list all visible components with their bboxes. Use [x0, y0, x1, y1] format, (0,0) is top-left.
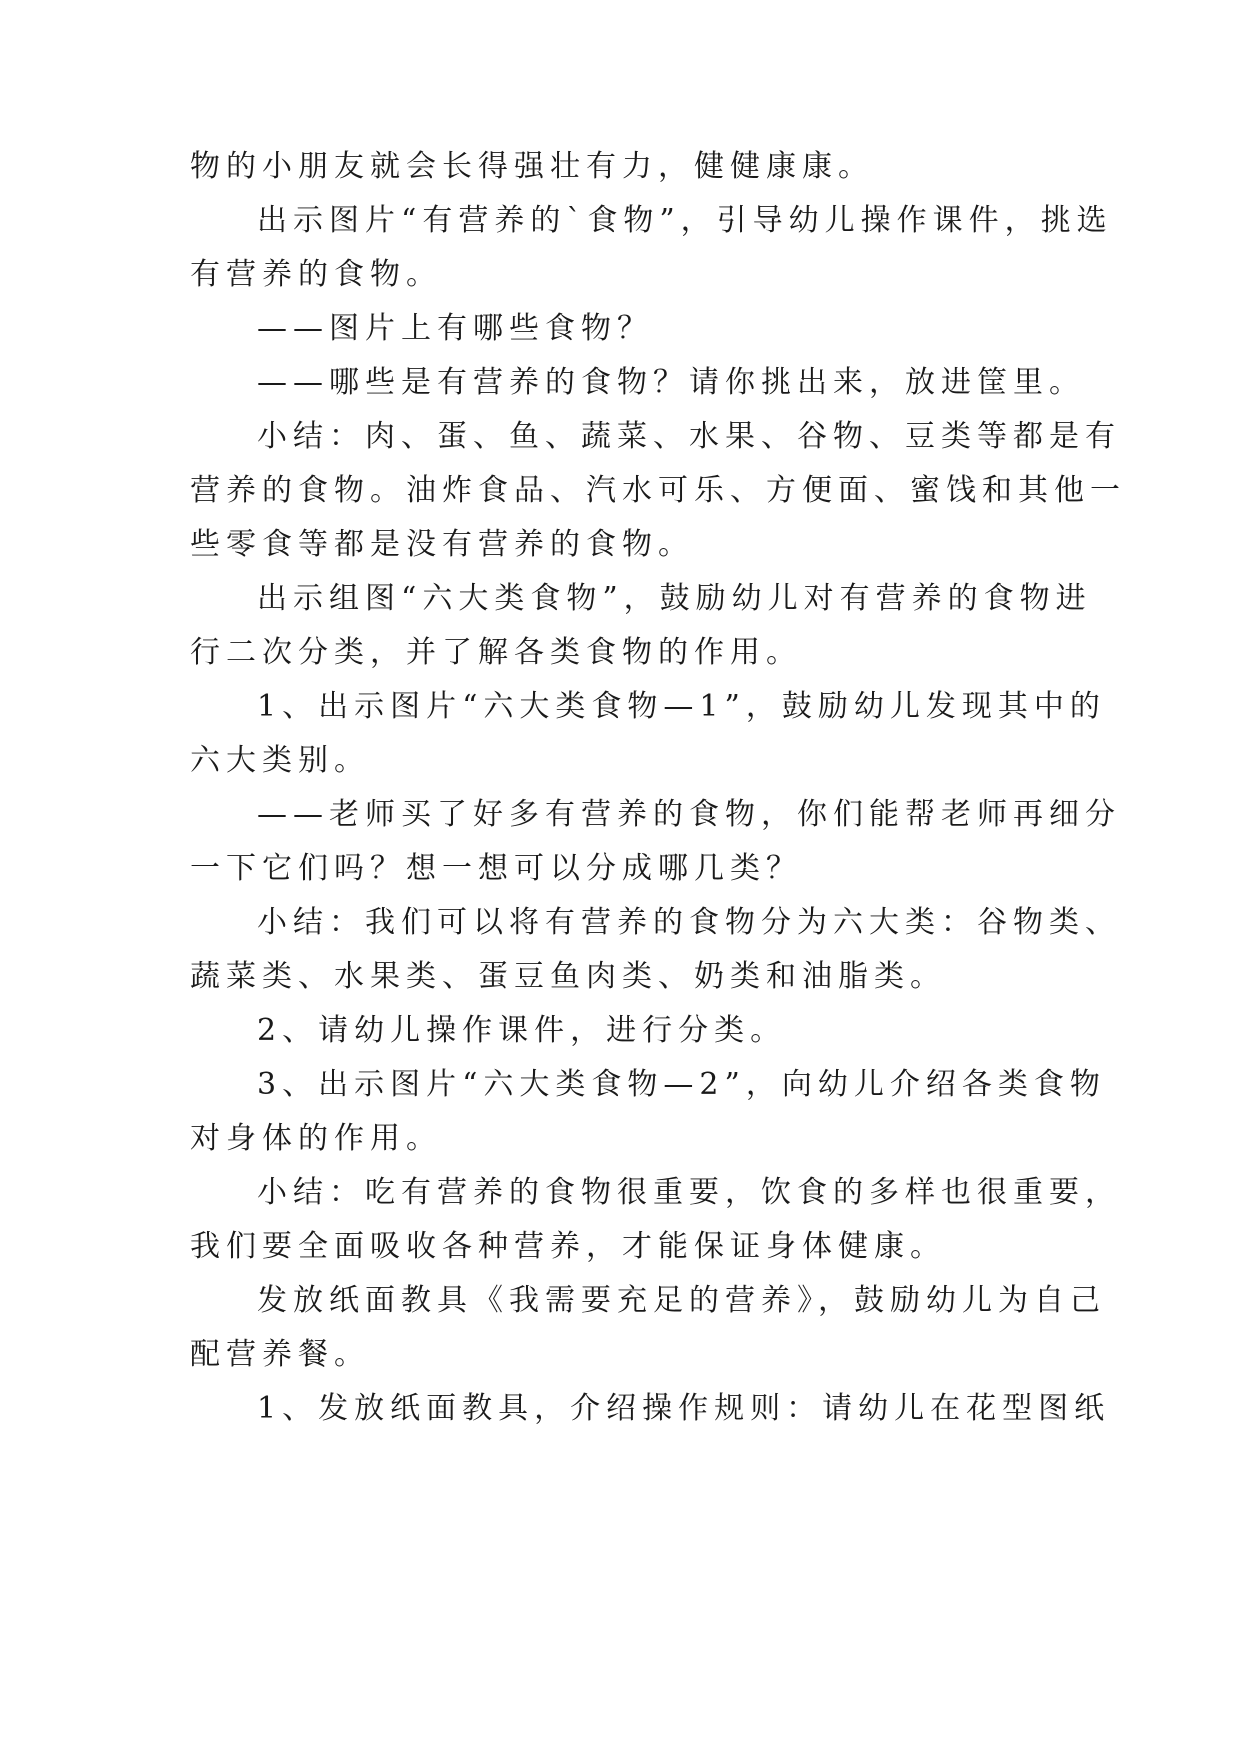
text-line: 小结：我们可以将有营养的食物分为六大类：谷物类、 [257, 905, 1121, 940]
text-line: 小结：肉、蛋、鱼、蔬菜、水果、谷物、豆类等都是有 [257, 419, 1121, 454]
text-line: 发放纸面教具《我需要充足的营养》，鼓励幼儿为自己 [257, 1283, 1106, 1318]
text-line: ——老师买了好多有营养的食物，你们能帮老师再细分 [257, 797, 1121, 832]
text-line: ——哪些是有营养的食物？请你挑出来，放进筐里。 [257, 365, 1085, 400]
text-line: 出示图片“有营养的`食物”，引导幼儿操作课件，挑选 [257, 203, 1113, 238]
text-line: 对身体的作用。 [190, 1121, 442, 1156]
text-line: 营养的食物。油炸食品、汽水可乐、方便面、蜜饯和其他一 [190, 473, 1126, 508]
text-line: 六大类别。 [190, 743, 370, 778]
text-line: 行二次分类，并了解各类食物的作用。 [190, 635, 802, 670]
text-line: 一下它们吗？想一想可以分成哪几类？ [190, 851, 802, 886]
text-line: 物的小朋友就会长得强壮有力，健健康康。 [190, 149, 874, 184]
text-line: 小结：吃有营养的食物很重要，饮食的多样也很重要， [257, 1175, 1121, 1210]
text-line: 我们要全面吸收各种营养，才能保证身体健康。 [190, 1229, 946, 1264]
text-line: 出示组图“六大类食物”，鼓励幼儿对有营养的食物进 [257, 581, 1092, 616]
text-line: 有营养的食物。 [190, 257, 442, 292]
text-line: 些零食等都是没有营养的食物。 [190, 527, 694, 562]
text-line: 3、出示图片“六大类食物—2”，向幼儿介绍各类食物 [257, 1067, 1106, 1102]
text-line: 配营养餐。 [190, 1337, 370, 1372]
text-line: 1、发放纸面教具，介绍操作规则：请幼儿在花型图纸 [257, 1391, 1111, 1426]
text-line: 2、请幼儿操作课件，进行分类。 [257, 1013, 787, 1048]
text-line: ——图片上有哪些食物？ [257, 311, 653, 346]
text-line: 蔬菜类、水果类、蛋豆鱼肉类、奶类和油脂类。 [190, 959, 946, 994]
text-line: 1、出示图片“六大类食物—1”，鼓励幼儿发现其中的 [257, 689, 1106, 724]
